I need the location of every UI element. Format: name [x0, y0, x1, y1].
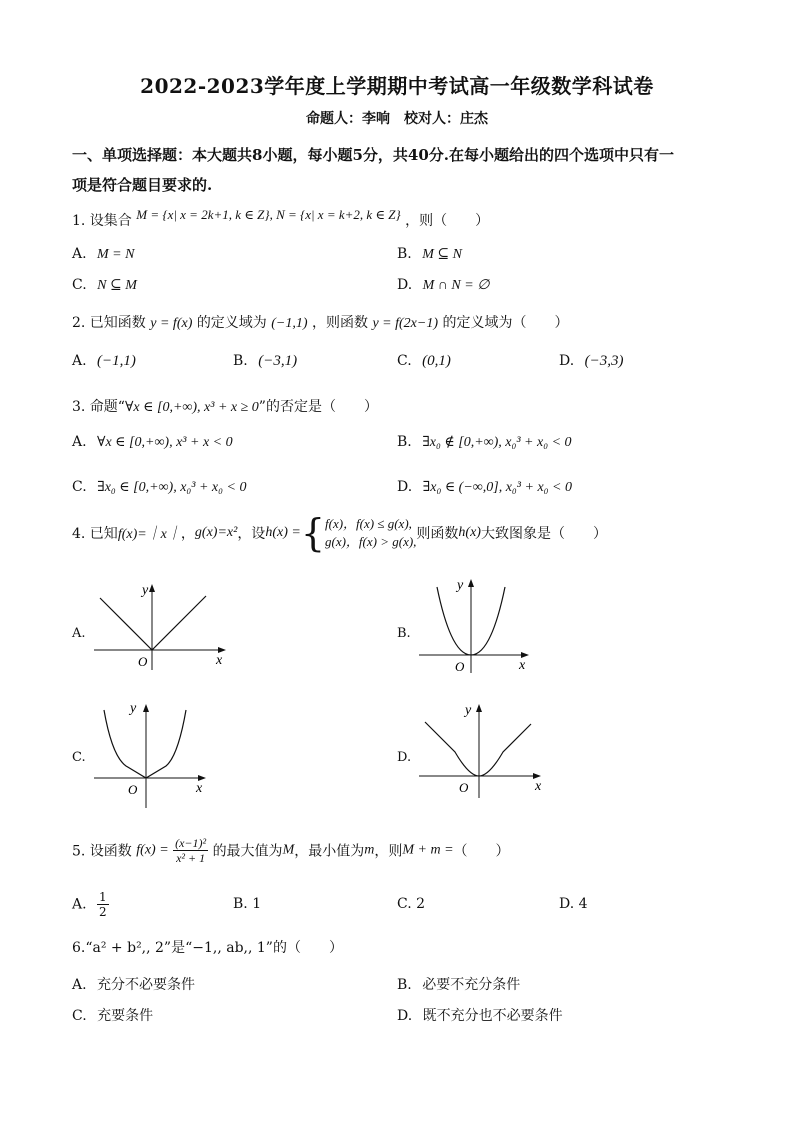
- q2-domain: (−1,1): [271, 316, 308, 331]
- q3-option-b-label: B.: [397, 434, 412, 450]
- q3-option-c-label: C.: [72, 479, 87, 495]
- q6-option-c[interactable]: [72, 1005, 153, 1025]
- q3-option-a-label: A.: [72, 434, 87, 450]
- q4-b-x-label: x: [519, 658, 526, 673]
- question-1: [72, 207, 490, 230]
- q3-option-b[interactable]: [397, 434, 572, 451]
- q4-tail: 则函数: [416, 526, 459, 542]
- question-6: 6.“a² + b²,, 2”是“−1,, ab,, 1”的（ ）: [72, 940, 343, 956]
- q6-option-a-label: A.: [72, 977, 87, 993]
- q6-option-a-text: 充分不必要条件: [97, 977, 196, 993]
- q6-option-c-text: 充要条件: [97, 1008, 154, 1024]
- q2-option-a-text: (−1,1): [97, 353, 136, 369]
- q3-proposition: ∀x ∈ [0,+∞), x³ + x ≥ 0: [124, 400, 259, 415]
- q4-case-2: g(x)，f(x) > g(x),: [325, 534, 417, 549]
- q5-mid3: ，则: [374, 843, 403, 860]
- q4-tail2: 大致图象是（ ）: [480, 526, 607, 542]
- q1-option-c[interactable]: [72, 277, 137, 294]
- q2-option-b-text: (−3,1): [258, 353, 298, 369]
- q4-cases: [325, 515, 416, 551]
- q5-denominator: x² + 1: [176, 851, 206, 865]
- q4-brace: {: [300, 511, 325, 555]
- q4-d-origin: O: [459, 780, 469, 795]
- q1-option-d-label: D.: [397, 277, 413, 293]
- q4-c-origin: O: [128, 782, 138, 797]
- q3-option-c[interactable]: [72, 479, 246, 496]
- q1-option-c-text: N ⊆ M: [97, 278, 137, 293]
- q1-option-d-text: M ∩ N = ∅: [422, 278, 490, 293]
- q6-option-d[interactable]: [397, 1005, 563, 1025]
- q2-option-a[interactable]: [72, 353, 136, 370]
- q4-b-y-label: y: [457, 578, 464, 593]
- q3-tail: ”的否定是（ ）: [258, 399, 378, 415]
- q5-M: M: [282, 842, 295, 858]
- q2-number: 2. 已知函数: [72, 315, 146, 331]
- q3-option-d[interactable]: [397, 479, 572, 496]
- q4-hx2: h(x): [458, 525, 481, 540]
- q5-mid: 的最大值为: [212, 843, 283, 860]
- q2-tail: 的定义域为（ ）: [442, 315, 569, 331]
- q5-option-c-label: C.: [397, 896, 412, 912]
- q5-option-a-fraction: [97, 890, 109, 919]
- q2-option-c-text: (0,1): [422, 353, 451, 369]
- q2-option-c[interactable]: [397, 353, 451, 370]
- question-5: [72, 836, 510, 865]
- q2-f1: y = f(x): [150, 316, 193, 331]
- q4-c-x-label: x: [196, 781, 203, 796]
- q4-d-y-label: y: [465, 703, 472, 718]
- q4-sep: ，: [180, 526, 195, 542]
- q2-mid2: ，则函数: [312, 315, 368, 331]
- q5-number: 5. 设函数: [72, 843, 132, 860]
- q5-option-a-label: A.: [72, 896, 87, 913]
- q4-number: 4. 已知: [72, 526, 118, 542]
- q5-numerator: (x−1)²: [175, 836, 207, 850]
- q1-option-a[interactable]: [72, 246, 134, 263]
- q1-set: M = {x| x = 2k+1, k ∈ Z}, N = {x| x = k+2, k ∈ Z}: [136, 207, 401, 222]
- q2-option-d-label: D.: [559, 353, 575, 369]
- q4-a-y-label: y: [142, 583, 149, 598]
- exam-title: 2022-2023学年度上学期期中考试高一年级数学科试卷: [140, 74, 654, 98]
- q5-option-d[interactable]: [559, 896, 588, 912]
- q1-option-b[interactable]: [397, 246, 462, 263]
- section-line-1: 一、单项选择题：本大题共8小题，每小题5分，共40分.在每小题给出的四个选项中只有一: [72, 146, 674, 164]
- q6-option-d-label: D.: [397, 1008, 413, 1024]
- q6-option-a[interactable]: [72, 974, 195, 994]
- q5-option-d-text: 4: [578, 896, 588, 912]
- q4-graph-a[interactable]: [90, 578, 235, 673]
- q4-option-d-label[interactable]: D.: [397, 750, 412, 765]
- q2-option-b[interactable]: [233, 353, 297, 370]
- q4-mid: ，设: [237, 526, 266, 542]
- q5-option-b-text: 1: [252, 896, 262, 912]
- q4-graph-b[interactable]: [415, 575, 535, 675]
- q4-option-a-label[interactable]: A.: [72, 626, 86, 641]
- q2-option-b-label: B.: [233, 353, 248, 369]
- section-line-2: 项是符合题目要求的.: [72, 176, 213, 194]
- q4-fx: f(x)=｜x｜: [117, 527, 181, 542]
- q1-tail: ，则（ ）: [405, 213, 490, 229]
- exam-authors: 命题人：李响 校对人：庄杰: [306, 111, 488, 127]
- q3-option-d-label: D.: [397, 479, 413, 495]
- q3-option-c-text: ∃x₀ ∈ [0,+∞), x₀³ + x₀ < 0: [97, 480, 247, 495]
- q5-fraction: [173, 836, 208, 865]
- q5-option-d-label: D.: [559, 896, 575, 912]
- question-4: [72, 511, 607, 555]
- q1-option-b-text: M ⊆ N: [422, 247, 462, 262]
- q1-option-a-text: M = N: [97, 247, 135, 262]
- q3-option-d-text: ∃x₀ ∈ (−∞,0], x₀³ + x₀ < 0: [422, 480, 572, 495]
- q5-option-c-text: 2: [416, 896, 426, 912]
- q4-a-x-label: x: [216, 653, 223, 668]
- q1-number: 1. 设集合: [72, 213, 132, 229]
- q4-graph-c[interactable]: [90, 698, 220, 810]
- q2-f2: y = f(2x−1): [372, 316, 438, 331]
- q6-option-b-text: 必要不充分条件: [422, 977, 521, 993]
- q5-option-a-denominator: 2: [99, 905, 107, 919]
- q5-m: m: [364, 842, 375, 858]
- q1-option-d[interactable]: [397, 277, 489, 294]
- q3-option-b-text: ∃x₀ ∉ [0,+∞), x₀³ + x₀ < 0: [422, 435, 572, 450]
- q5-option-c[interactable]: [397, 896, 425, 912]
- q1-option-b-label: B.: [397, 246, 412, 262]
- q6-option-c-label: C.: [72, 1008, 87, 1024]
- q5-option-b[interactable]: [233, 896, 261, 912]
- q4-option-c-label[interactable]: C.: [72, 750, 86, 765]
- q2-option-c-label: C.: [397, 353, 412, 369]
- q5-mid2: ，最小值为: [294, 843, 365, 860]
- q5-option-b-label: B.: [233, 896, 248, 912]
- q4-a-origin: O: [138, 654, 148, 669]
- question-3: [72, 396, 378, 416]
- q5-tail: （ ）: [453, 843, 510, 860]
- q4-option-b-label[interactable]: B.: [397, 626, 411, 641]
- q5-expr: M + m =: [402, 842, 454, 858]
- q2-mid: 的定义域为: [196, 315, 267, 331]
- q6-option-b[interactable]: [397, 974, 520, 994]
- q2-option-a-label: A.: [72, 353, 87, 369]
- q4-hx: h(x) =: [265, 525, 301, 540]
- q3-option-a[interactable]: [72, 434, 233, 451]
- q4-gx: g(x)=x²: [194, 525, 238, 540]
- q6-option-d-text: 既不充分也不必要条件: [422, 1008, 563, 1024]
- q5-option-a-numerator: 1: [99, 890, 107, 904]
- q1-option-a-label: A.: [72, 246, 87, 262]
- section-heading: [72, 140, 722, 200]
- q5-option-a[interactable]: [72, 890, 109, 919]
- q4-d-x-label: x: [535, 779, 542, 794]
- q4-graph-d[interactable]: [415, 700, 555, 800]
- question-2: [72, 312, 568, 332]
- q3-number: 3. 命题“: [72, 399, 125, 415]
- q2-option-d[interactable]: [559, 353, 624, 370]
- q4-case-1: f(x)，f(x) ≤ g(x),: [325, 516, 412, 531]
- q4-c-y-label: y: [130, 701, 137, 716]
- q4-b-origin: O: [455, 659, 465, 674]
- q3-option-a-text: ∀x ∈ [0,+∞), x³ + x < 0: [97, 435, 233, 450]
- q5-fx: f(x) =: [136, 842, 169, 858]
- q1-option-c-label: C.: [72, 277, 87, 293]
- q6-option-b-label: B.: [397, 977, 412, 993]
- q2-option-d-text: (−3,3): [584, 353, 624, 369]
